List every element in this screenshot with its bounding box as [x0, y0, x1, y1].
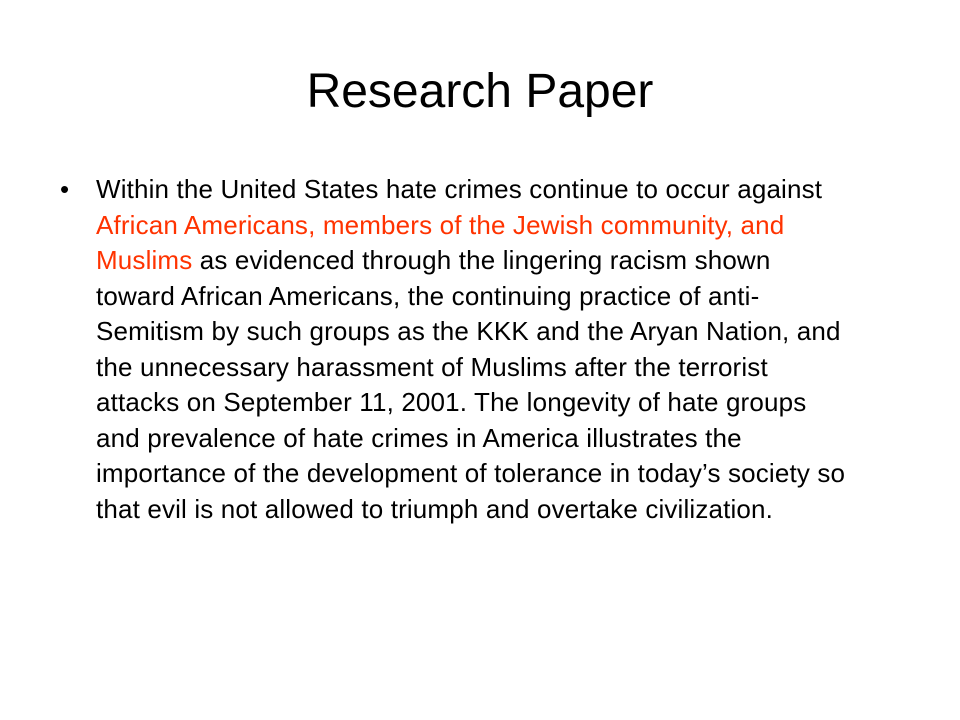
slide-title: Research Paper [306, 65, 654, 118]
paragraph-text-end: as evidenced through the lingering racism shown toward African Americans, the continuing practice of anti-Semitism by such groups as the KKK and the Aryan Nation, and the unnecessary harassment of Muslims after the terrorist attacks on September 11, 2001. The longevity of hate groups and prevalence of hate crimes in America illustrates the importance of the development of tolerance in today’s society so that evil is not allowed to triumph and overtake civilization. [96, 245, 846, 524]
highlighted-groups: African Americans, members of the Jewish community, and Muslims [96, 209, 785, 275]
bullet-item [60, 172, 850, 527]
bullet-list [60, 172, 850, 527]
paragraph-text-start: Within the United States hate crimes continue to occur against [96, 174, 823, 204]
bullet-icon: • [60, 174, 70, 204]
